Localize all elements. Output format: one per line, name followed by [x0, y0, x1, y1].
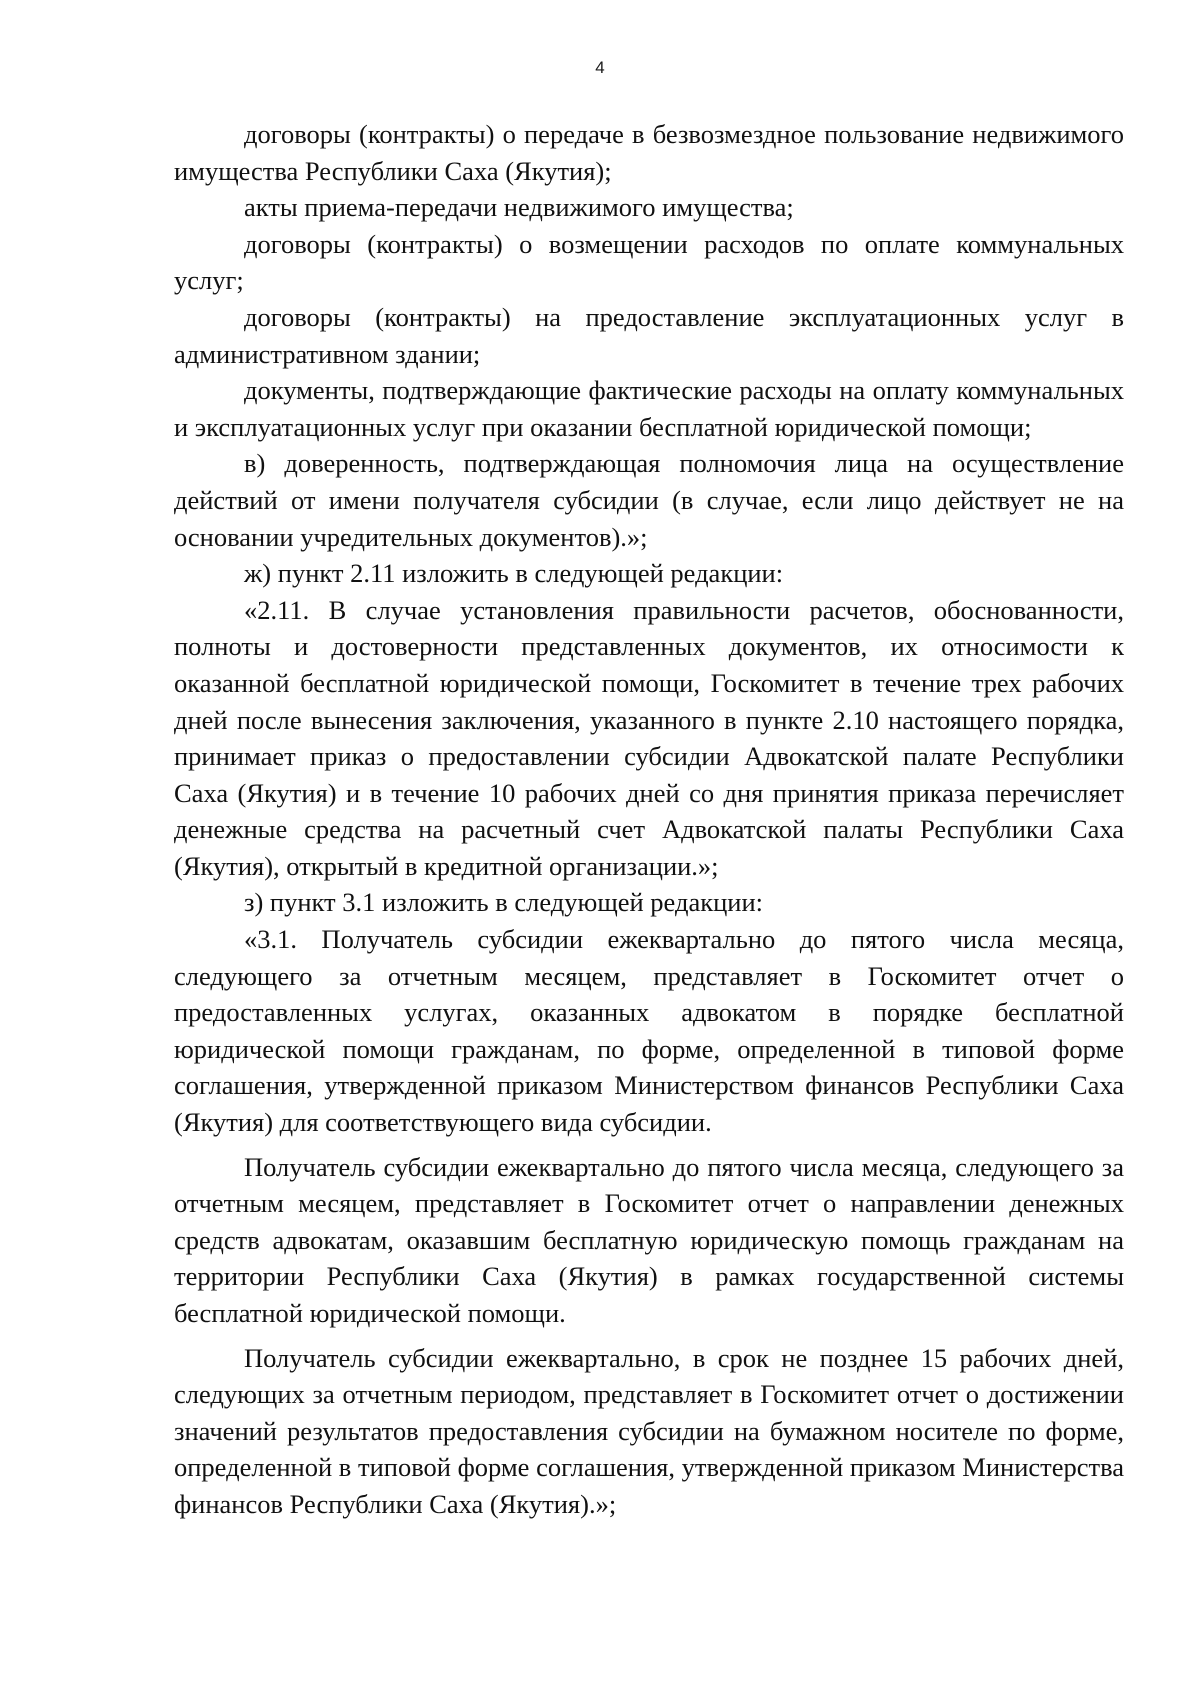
paragraph-expense-documents: документы, подтверждающие фактические расходы на оплату коммунальных и эксплуатационных услуг при оказании бесплатной юридической помощи;: [174, 375, 1124, 442]
paragraph-transfer-acts: акты приема-передачи недвижимого имущества;: [244, 192, 794, 223]
paragraph-clause-3-1: «3.1. Получатель субсидии ежеквартально до пятого числа месяца, следующего за отчетным месяцем, представляет в Госкомитет отчет о предоставленных услугах, оказанных адвокатом в порядке бесплатной юридической помощи гражданам, по форме, определенной в типовой форме соглашения, утвержденной приказом Министерством финансов Республики Саха (Якутия) для соответствующего вида субсидии.: [174, 924, 1124, 1138]
paragraph-lease-contracts: договоры (контракты) о передаче в безвозмездное пользование недвижимого имущества Республики Саха (Якутия);: [174, 119, 1124, 186]
paragraph-utility-contracts: договоры (контракты) о возмещении расходов по оплате коммунальных услуг;: [174, 228, 1124, 296]
paragraph-clause-2-11: «2.11. В случае установления правильности расчетов, обоснованности, полноты и достоверности представленных документов, их относимости к оказанной бесплатной юридической помощи, Госкомитет в течение трех рабочих дней после вынесения заключения, указанного в пункте 2.10 настоящего порядка, принимает приказ о предоставлении субсидии Адвокатской палате Республики Саха (Якутия) и в течение 10 рабочих дней со дня принятия приказа перечисляет денежные средства на расчетный счет Адвокатской палаты Республики Саха (Якутия), открытый в кредитной организации.»;: [174, 594, 1124, 881]
paragraph-funds-report: Получатель субсидии ежеквартально до пятого числа месяца, следующего за отчетным месяцем, представляет в Госкомитет отчет о направлении денежных средств адвокатам, оказавшим бесплатную юридическую помощь гражданам на территории Республики Саха (Якутия) в рамках государственной системы бесплатной юридической помощи.: [174, 1151, 1124, 1328]
document-body: [174, 116, 1124, 1523]
paragraph-maintenance-contracts: договоры (контракты) на предоставление эксплуатационных услуг в административном здании;: [174, 301, 1124, 369]
paragraph-results-report: Получатель субсидии ежеквартально, в срок не позднее 15 рабочих дней, следующих за отчетным периодом, представляет в Госкомитет отчет о достижении значений результатов предоставления субсидии на бумажном носителе по форме, определенной в типовой форме соглашения, утвержденной приказом Министерства финансов Республики Саха (Якутия).»;: [174, 1342, 1124, 1519]
paragraph-power-of-attorney: в) доверенность, подтверждающая полномочия лица на осуществление действий от имени получателя субсидии (в случае, если лицо действует не на основании учредительных документов).»;: [174, 448, 1124, 552]
page-number: 4: [595, 58, 605, 77]
paragraph-item-zh: ж) пункт 2.11 изложить в следующей редакции:: [244, 558, 784, 589]
paragraph-item-z: з) пункт 3.1 изложить в следующей редакции:: [244, 887, 763, 918]
